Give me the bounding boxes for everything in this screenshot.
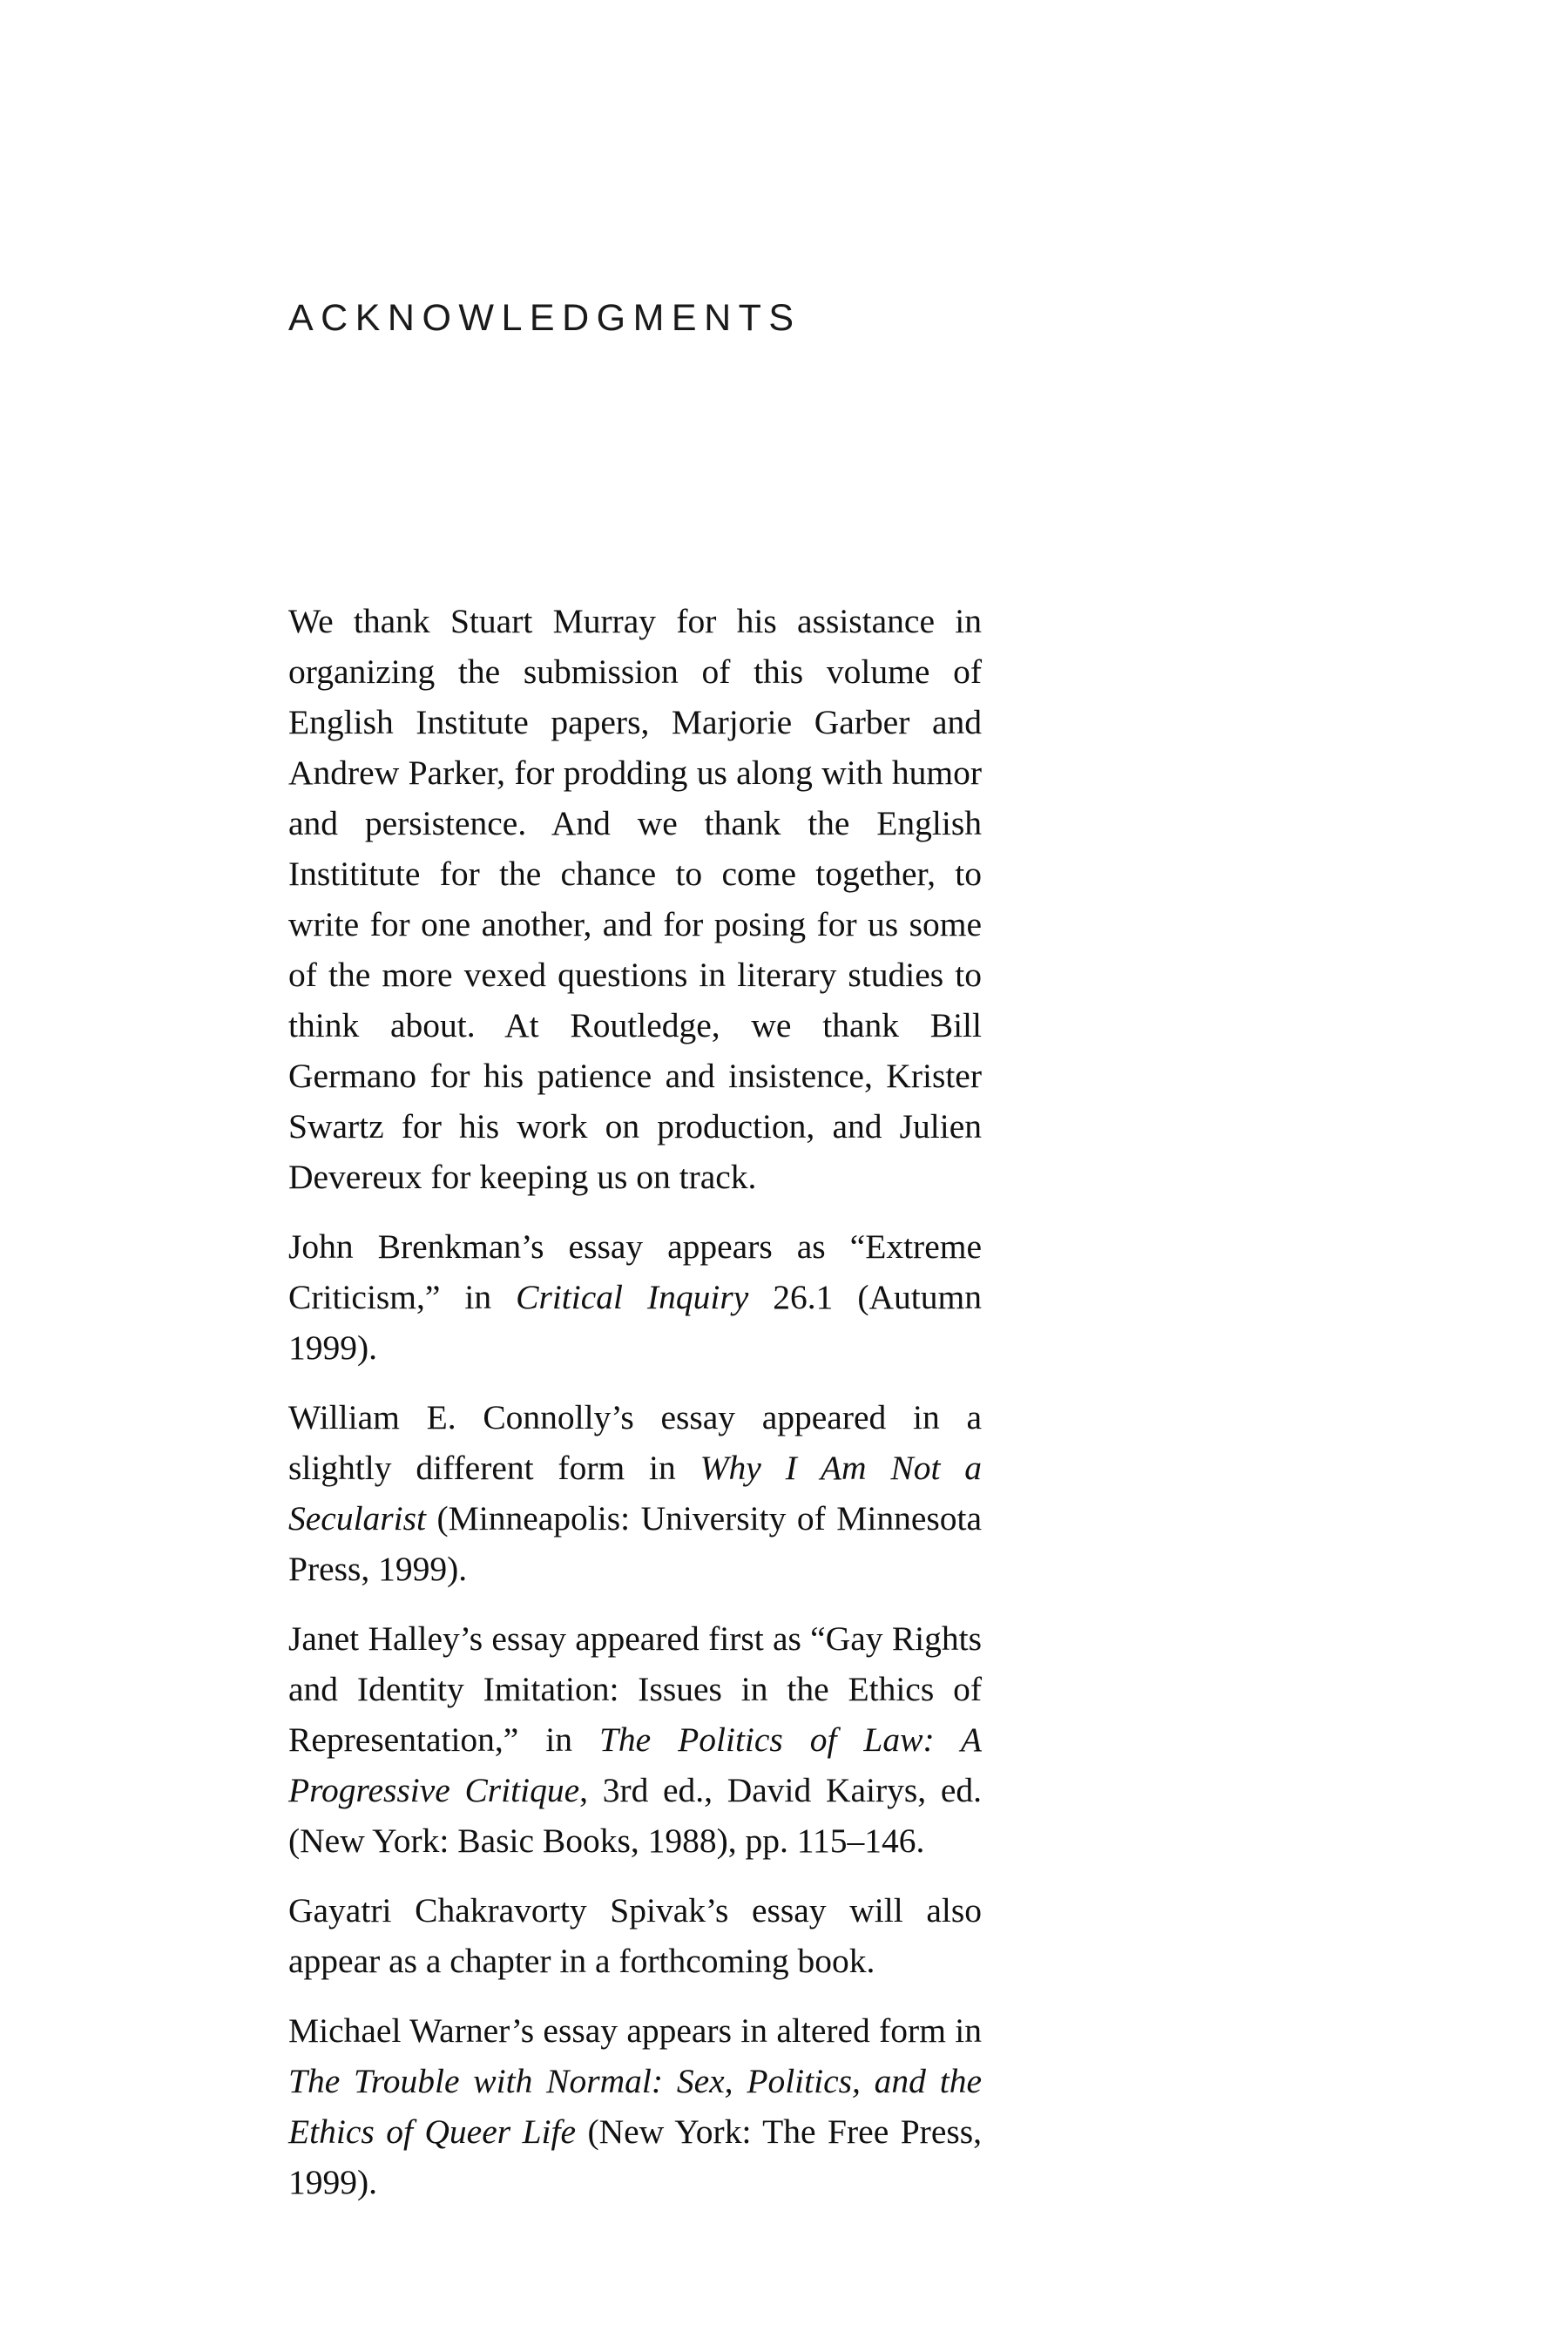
halley-credit-paragraph <box>288 1613 982 1866</box>
connolly-publication-details: (Minneapolis: University of Minnesota Press, 1999). <box>288 1499 982 1588</box>
warner-publication-title: The Trouble with Normal: Sex, Politics, and the Ethics of Queer Life <box>288 2062 982 2151</box>
warner-credit-paragraph <box>288 2005 982 2207</box>
spivak-credit-paragraph: Gayatri Chakravorty Spivak’s essay will also appear as a chapter in a forthcoming book. <box>288 1891 982 1980</box>
connolly-credit-text: William E. Connolly’s essay appeared in a slightly different form in <box>288 1398 982 1487</box>
brenkman-publication-title: Critical Inquiry <box>516 1278 749 1316</box>
halley-credit-text: Janet Halley’s essay appeared first as “Gay Rights and Identity Imitation: Issues in the Ethics of Representation,” in <box>288 1619 982 1759</box>
connolly-publication-title: Why I Am Not a Secularist <box>288 1449 982 1538</box>
brenkman-publication-details: 26.1 (Autumn 1999). <box>288 1278 982 1367</box>
brenkman-credit-paragraph <box>288 1221 982 1373</box>
halley-publication-title: The Politics of Law: A Progressive Critique <box>288 1720 982 1809</box>
halley-publication-details: , 3rd ed., David Kairys, ed. (New York: Basic Books, 1988), pp. 115–146. <box>288 1771 982 1860</box>
warner-publication-details: (New York: The Free Press, 1999). <box>288 2112 982 2201</box>
brenkman-credit-text: John Brenkman’s essay appears as “Extreme Criticism,” in <box>288 1227 982 1316</box>
page-title: ACKNOWLEDGMENTS <box>288 297 801 339</box>
thanks-paragraph: We thank Stuart Murray for his assistance in organizing the submission of this volume of English Institute papers, Marjorie Garber and Andrew Parker, for prodding us along with humor and persistence. And we thank the English Instititute for the chance to come together, to write for one another, and for posing for us some of the more vexed questions in literary studies to think about. At Routledge, we thank Bill Germano for his patience and insistence, Krister Swartz for his work on production, and Julien Devereux for keeping us on track. <box>288 602 982 1196</box>
warner-credit-text: Michael Warner’s essay appears in altered form in <box>288 2011 982 2050</box>
acknowledgments-body <box>288 596 982 2207</box>
connolly-credit-paragraph <box>288 1392 982 1594</box>
